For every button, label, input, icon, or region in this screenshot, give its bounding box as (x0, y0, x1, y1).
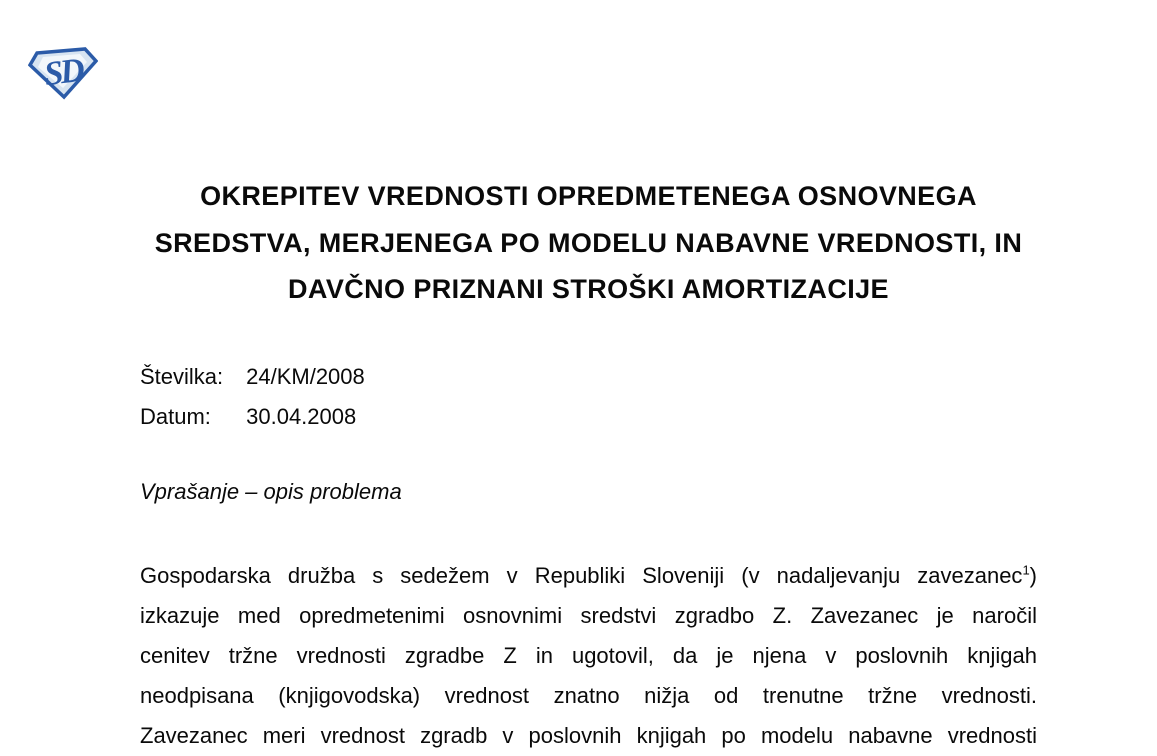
document-meta (140, 357, 365, 437)
svg-text:SD: SD (42, 51, 84, 94)
footnote-marker: 1 (1022, 562, 1030, 578)
doc-date-value: 30.04.2008 (246, 404, 357, 429)
paragraph-line-3: cenitev tržne vrednosti zgradbe Z in ugotovil, da je njena v poslovnih knjigah (140, 643, 1037, 668)
section-heading: Vprašanje – opis problema (140, 479, 402, 504)
paragraph-line-1-close: ) (1029, 563, 1037, 588)
paragraph-line-2: izkazuje med opredmetenimi osnovnimi sredstvi zgradbo Z. Zavezanec je naročil (140, 603, 1037, 628)
page-title-line-1: OKREPITEV VREDNOSTI OPREDMETENEGA OSNOVNEGA (200, 181, 977, 211)
paragraph-line-4: neodpisana (knjigovodska) vrednost znatno nižja od trenutne tržne vrednosti. (140, 683, 1037, 708)
body-paragraph (140, 556, 1037, 756)
doc-number-value: 24/KM/2008 (246, 364, 365, 389)
paragraph-line-5: Zavezanec meri vrednost zgradb v poslovnih knjigah po modelu nabavne vrednosti (140, 723, 1037, 748)
doc-date-row (140, 397, 365, 437)
paragraph-line-1-text: Gospodarska družba s sedežem v Republiki Sloveniji (v nadaljevanju zavezanec (140, 563, 1023, 588)
page-title (140, 173, 1037, 313)
doc-date-label: Datum: (140, 404, 211, 429)
sd-diamond-logo (28, 46, 98, 101)
page-title-line-2: SREDSTVA, MERJENEGA PO MODELU NABAVNE VREDNOSTI, IN (154, 227, 1023, 258)
doc-number-label: Številka: (140, 364, 224, 389)
doc-number-row (140, 357, 365, 397)
sd-diamond-logo-icon (28, 46, 98, 101)
paragraph-line-1 (140, 556, 1037, 596)
page-title-line-3: DAVČNO PRIZNANI STROŠKI AMORTIZACIJE (288, 274, 889, 304)
